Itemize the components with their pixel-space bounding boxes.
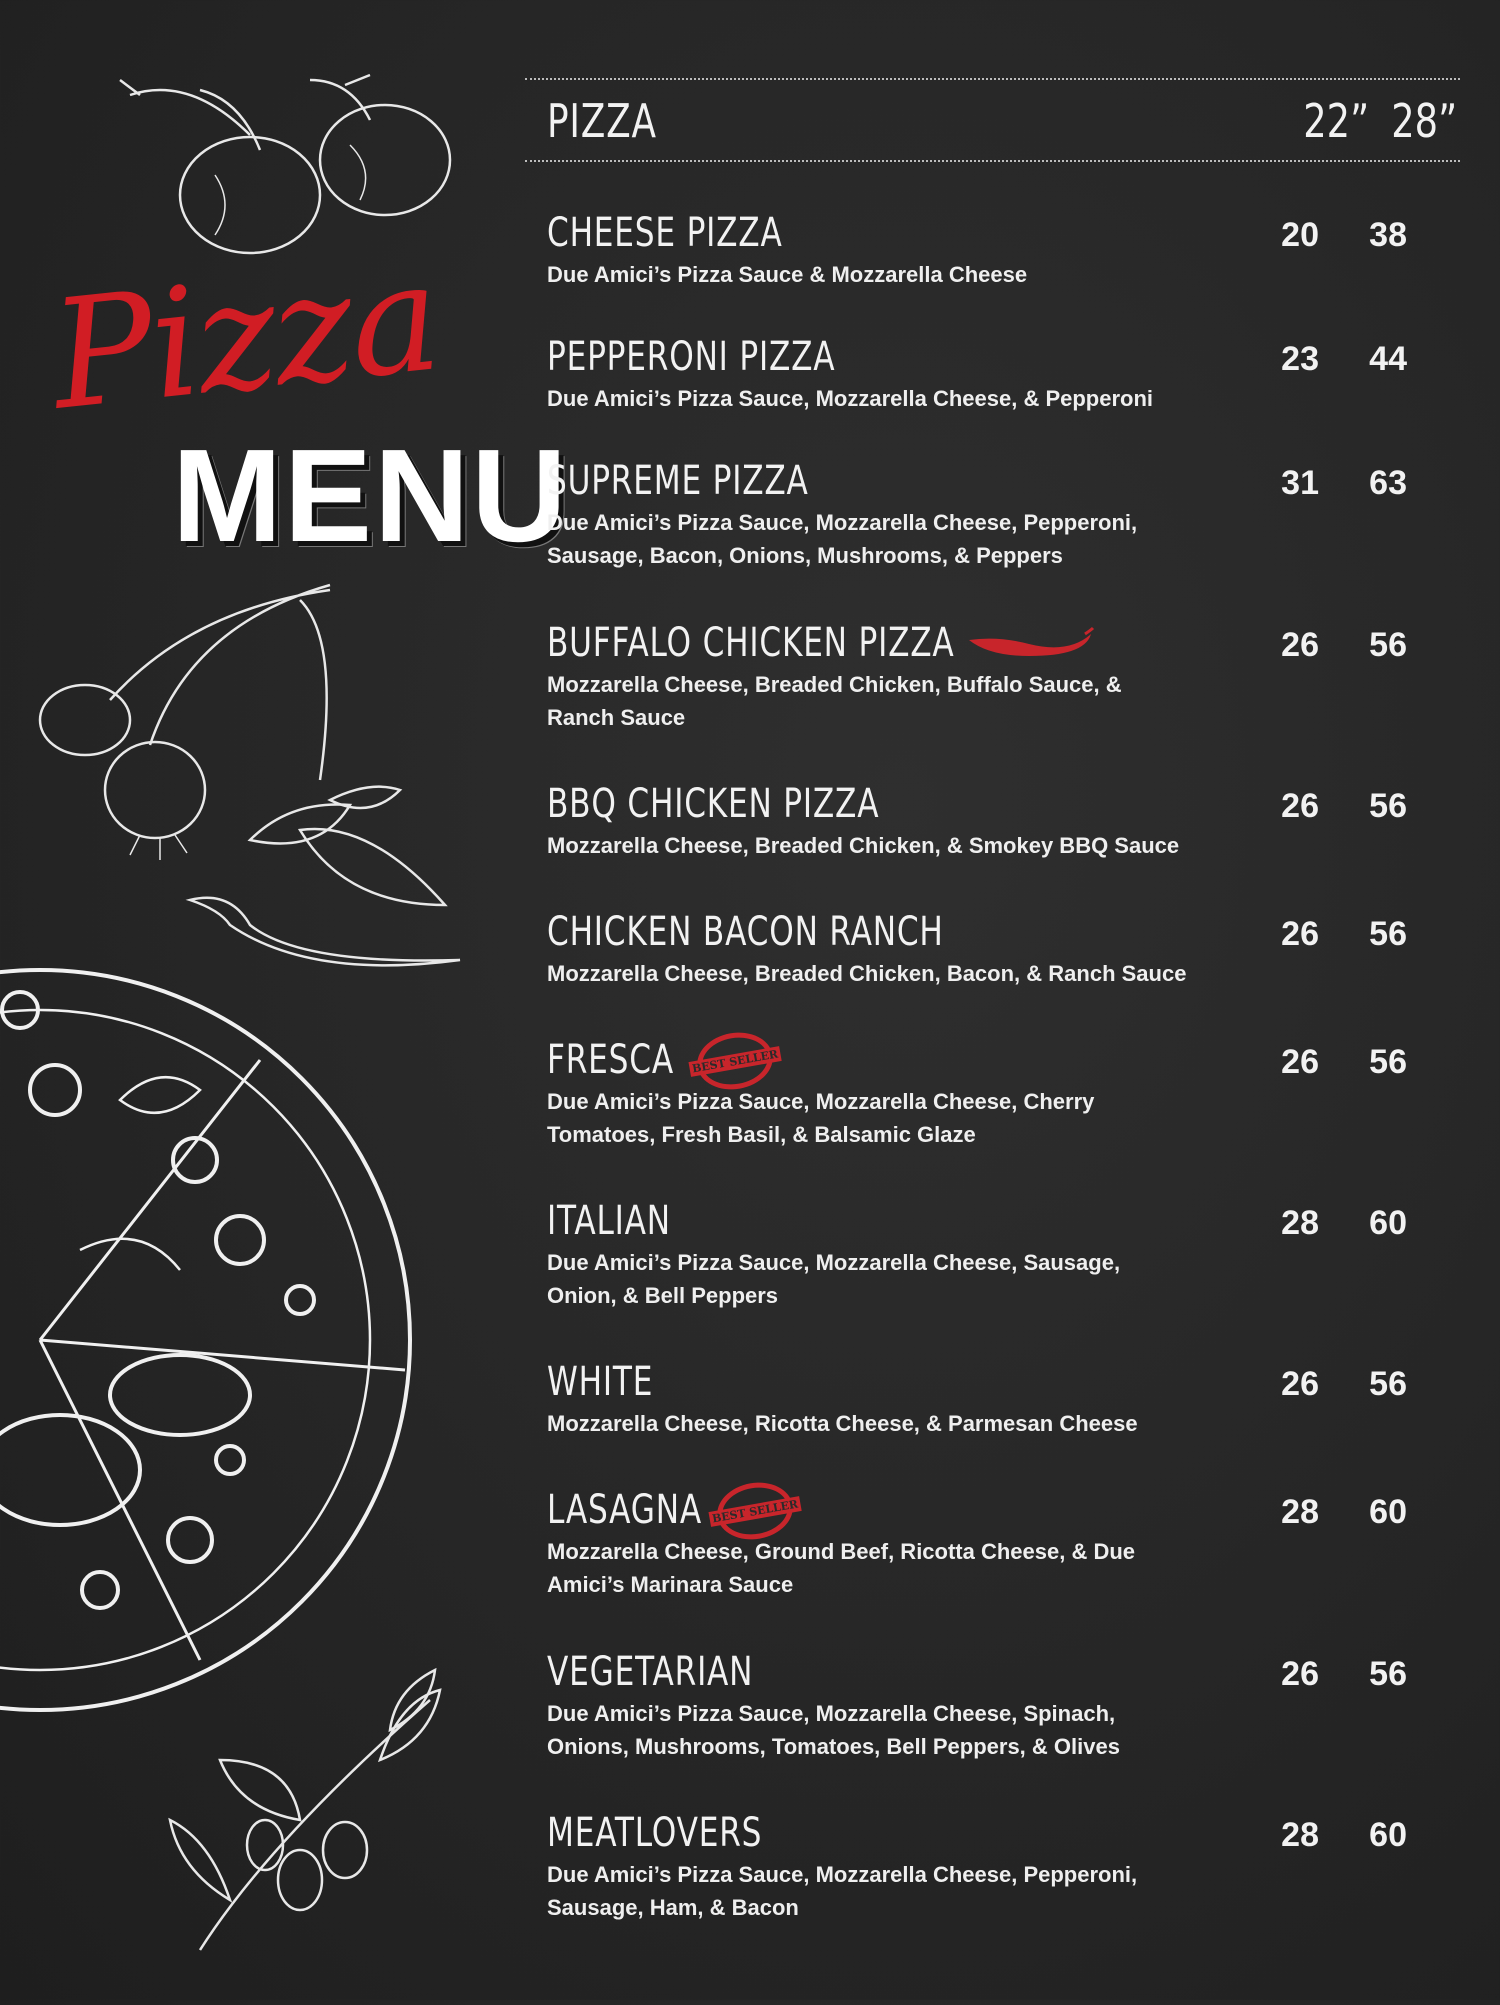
menu-item: [547, 1649, 1460, 1763]
decorative-art-column: [0, 0, 569, 2000]
item-description: Mozzarella Cheese, Ground Beef, Ricotta Cheese, & Due Amici’s Marinara Sauce: [547, 1539, 1136, 1597]
item-name: CHICKEN BACON RANCH: [547, 909, 944, 955]
menu-header: [525, 80, 1460, 160]
price-22: 26: [1281, 1365, 1319, 1403]
item-description: Due Amici’s Pizza Sauce, Mozzarella Cheese, Spinach, Onions, Mushrooms, Tomatoes, Bell Peppers, & Olives: [547, 1701, 1120, 1759]
price-28: 63: [1369, 464, 1407, 502]
menu-item: [547, 781, 1460, 862]
price-22: 28: [1281, 1816, 1319, 1854]
garlic-illustration: [40, 585, 330, 860]
badge-label: BEST SELLER: [688, 1046, 782, 1077]
price-28: 56: [1369, 787, 1407, 825]
price-22: 26: [1281, 626, 1319, 664]
item-name: SUPREME PIZZA: [547, 458, 809, 504]
item-description: Due Amici’s Pizza Sauce, Mozzarella Cheese, Pepperoni, Sausage, Bacon, Onions, Mushrooms, & Peppers: [547, 510, 1138, 568]
item-name: MEATLOVERS: [547, 1810, 763, 1856]
item-name: WHITE: [547, 1359, 654, 1405]
item-description: Due Amici’s Pizza Sauce, Mozzarella Cheese, Cherry Tomatoes, Fresh Basil, & Balsamic Glaze: [547, 1089, 1095, 1147]
size-header-22: 22”: [1303, 94, 1370, 148]
price-28: 38: [1369, 216, 1407, 254]
chili-pepper-illustration: [190, 898, 460, 966]
basil-illustration: [250, 787, 445, 905]
tomatoes-illustration: [120, 75, 450, 253]
price-22: 31: [1281, 464, 1319, 502]
item-description: Mozzarella Cheese, Ricotta Cheese, & Parmesan Cheese: [547, 1411, 1138, 1436]
price-28: 56: [1369, 626, 1407, 664]
item-description: Mozzarella Cheese, Breaded Chicken, & Smokey BBQ Sauce: [547, 833, 1180, 858]
price-22: 28: [1281, 1204, 1319, 1242]
olive-branch-illustration: [170, 1670, 440, 1950]
price-22: 26: [1281, 1655, 1319, 1693]
item-description: Mozzarella Cheese, Breaded Chicken, Bacon, & Ranch Sauce: [547, 961, 1187, 986]
pizza-menu-list: [525, 78, 1460, 1920]
item-name: VEGETARIAN: [547, 1649, 754, 1695]
price-28: 44: [1369, 340, 1407, 378]
price-28: 56: [1369, 1365, 1407, 1403]
chili-pepper-icon: [965, 626, 1095, 660]
item-description: Mozzarella Cheese, Breaded Chicken, Buffalo Sauce, & Ranch Sauce: [547, 672, 1122, 730]
menu-title-script: Pizza: [43, 230, 447, 444]
price-22: 20: [1281, 216, 1319, 254]
item-name: FRESCA: [547, 1037, 674, 1083]
price-28: 56: [1369, 915, 1407, 953]
badge-label: BEST SELLER: [708, 1496, 802, 1527]
price-22: 23: [1281, 340, 1319, 378]
size-header-28: 28”: [1391, 94, 1458, 148]
item-name: ITALIAN: [547, 1198, 671, 1244]
header-divider: [525, 160, 1460, 162]
price-22: 28: [1281, 1493, 1319, 1531]
price-22: 26: [1281, 787, 1319, 825]
section-title: PIZZA: [547, 94, 657, 148]
menu-item: [547, 620, 1460, 734]
price-22: 26: [1281, 1043, 1319, 1081]
menu-item: [547, 334, 1460, 415]
price-28: 56: [1369, 1043, 1407, 1081]
menu-title-block: MENU: [172, 422, 569, 569]
price-28: 60: [1369, 1493, 1407, 1531]
item-description: Due Amici’s Pizza Sauce & Mozzarella Cheese: [547, 262, 1028, 287]
price-28: 60: [1369, 1204, 1407, 1242]
menu-item: [547, 210, 1460, 291]
menu-item: [547, 909, 1460, 990]
item-description: Due Amici’s Pizza Sauce, Mozzarella Cheese, & Pepperoni: [547, 386, 1154, 411]
menu-item: [547, 1810, 1460, 1924]
pizza-illustration: [0, 970, 410, 1710]
price-22: 26: [1281, 915, 1319, 953]
price-28: 56: [1369, 1655, 1407, 1693]
menu-item: [547, 1487, 1460, 1601]
item-description: Due Amici’s Pizza Sauce, Mozzarella Cheese, Pepperoni, Sausage, Ham, & Bacon: [547, 1862, 1138, 1920]
item-name: BUFFALO CHICKEN PIZZA: [547, 620, 955, 666]
menu-item: [547, 1198, 1460, 1312]
item-name: LASAGNA: [547, 1487, 702, 1533]
menu-item: [547, 458, 1460, 572]
item-name: CHEESE PIZZA: [547, 210, 783, 256]
item-description: Due Amici’s Pizza Sauce, Mozzarella Cheese, Sausage, Onion, & Bell Peppers: [547, 1250, 1121, 1308]
item-name: PEPPERONI PIZZA: [547, 334, 836, 380]
item-name: BBQ CHICKEN PIZZA: [547, 781, 880, 827]
price-28: 60: [1369, 1816, 1407, 1854]
menu-item: [547, 1359, 1460, 1440]
menu-item: [547, 1037, 1460, 1151]
